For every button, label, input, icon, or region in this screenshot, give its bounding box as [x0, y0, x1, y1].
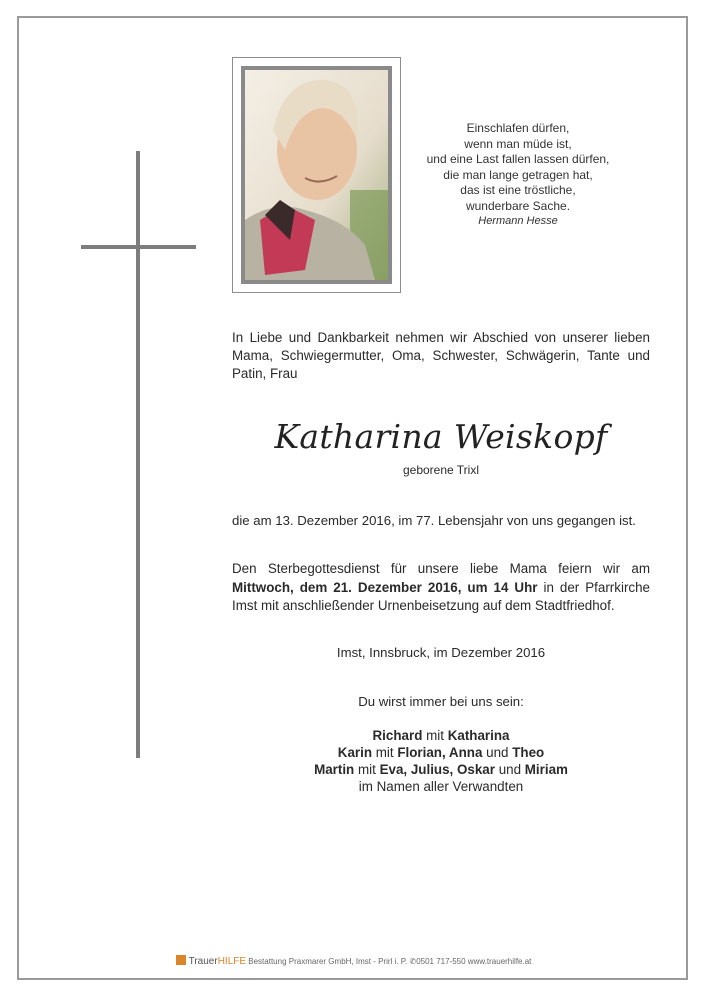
family-line [232, 727, 650, 744]
portrait-photo [241, 66, 392, 284]
quote-block [400, 121, 636, 230]
cross-icon-vertical [136, 151, 140, 758]
family-connector: mit [426, 728, 444, 743]
family-member: Martin [314, 762, 355, 777]
footer-brand-accent: HILFE [217, 956, 247, 967]
family-member: Florian, Anna [397, 745, 483, 760]
quote-line: Einschlafen dürfen, [466, 121, 570, 135]
footer-text: Bestattung Praxmarer GmbH, Imst - Prirl i. P. ✆0501 717-550 www.trauerhilfe.at [248, 957, 532, 966]
service-text-pre: Den Sterbegottesdienst für unsere liebe Mama feiern wir am [232, 561, 650, 576]
service-text [232, 560, 650, 616]
death-date-text: die am 13. Dezember 2016, im 77. Lebensjahr von uns gegangen ist. [232, 513, 636, 528]
family-connector: mit [357, 762, 376, 777]
place-date: Imst, Innsbruck, im Dezember 2016 [336, 645, 546, 660]
service-text-post: in der Pfarrkirche Imst mit anschließender Urnenbeisetzung auf dem Stadtfriedhof. [232, 579, 650, 613]
intro-text: In Liebe und Dankbarkeit nehmen wir Abschied von unserer lieben Mama, Schwiegermutter, Oma, Schwester, Schwägerin, Tante und Patin, Frau [232, 330, 650, 381]
quote-line: wunderbare Sache. [465, 198, 571, 213]
portrait-frame [232, 57, 401, 293]
footer-brand: Trauer [188, 956, 218, 967]
family-member: Katharina [447, 728, 510, 743]
family-member: Richard [372, 728, 423, 743]
family-member: Theo [512, 745, 545, 760]
family-member: Eva, Julius, Oskar [379, 762, 495, 777]
family-member: Miriam [524, 762, 568, 777]
family-list [232, 727, 650, 795]
footer [0, 955, 707, 967]
maiden-name: geborene Trixl [402, 463, 480, 477]
family-member: Karin [337, 745, 373, 760]
quote-author: Hermann Hesse [478, 215, 558, 227]
deceased-name: Katharina Weiskopf [274, 417, 608, 456]
family-connector: mit [375, 745, 394, 760]
service-date-time: Mittwoch, dem 21. Dezember 2016, um 14 Uhr [232, 579, 538, 595]
family-line: im Namen aller Verwandten [358, 779, 524, 794]
cross-icon-horizontal [81, 245, 196, 249]
quote-line: die man lange getragen hat, [443, 167, 593, 182]
family-line [232, 761, 650, 778]
family-connector: und [486, 745, 509, 760]
quote-line: und eine Last fallen lassen dürfen, [426, 152, 610, 166]
family-connector: und [498, 762, 522, 777]
always-with-us-text: Du wirst immer bei uns sein: [358, 694, 524, 709]
quote-line: wenn man müde ist, [464, 136, 572, 151]
trauerhilfe-logo-icon [176, 955, 186, 965]
family-line [232, 744, 650, 761]
quote-line: das ist eine tröstliche, [460, 183, 576, 197]
